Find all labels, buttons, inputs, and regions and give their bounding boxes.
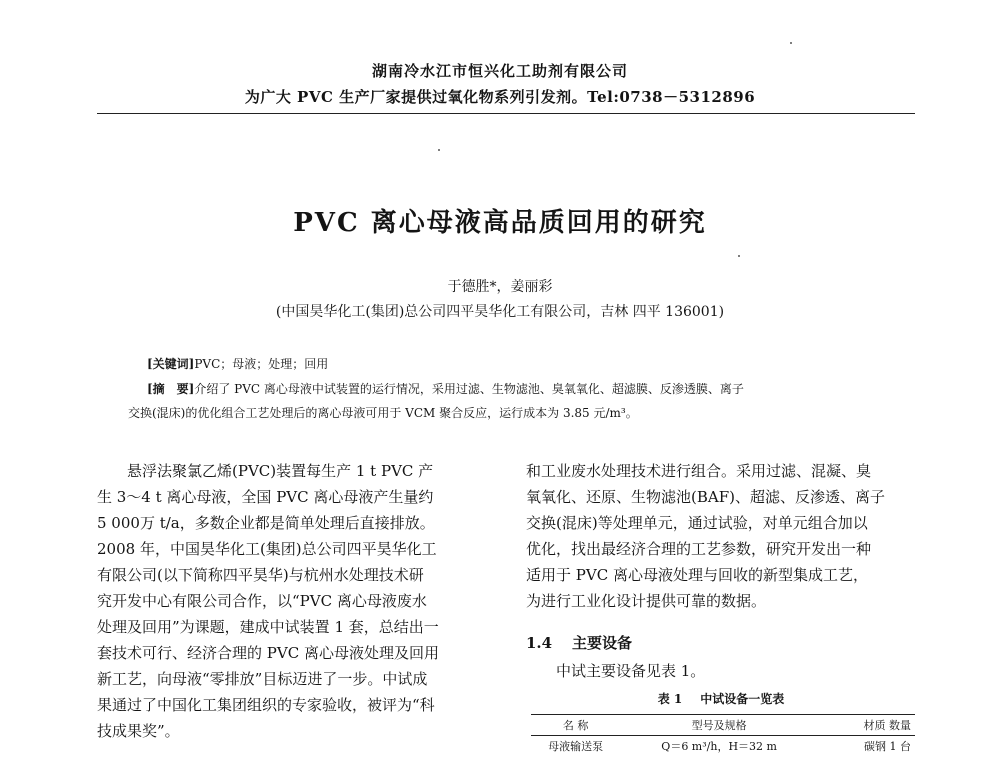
paragraph-line: 生 3～4 t 离心母液，全国 PVC 离心母液产生量约: [97, 488, 434, 506]
paragraph-line: 套技术可行、经济合理的 PVC 离心母液处理及回用: [97, 644, 439, 662]
paragraph-line: 新工艺，向母液“零排放”目标迈进了一步。中试成: [97, 670, 428, 688]
paragraph-line: 有限公司(以下简称四平昊华)与杭州水处理技术研: [97, 566, 424, 584]
equipment-table: [531, 714, 915, 756]
table-number: 表 1: [657, 692, 683, 706]
section-text: 中试主要设备见表 1。: [556, 662, 706, 680]
abstract-line-2: 交换(混床)的优化组合工艺处理后的离心母液可用于 VCM 聚合反应，运行成本为 3.85 元/m³。: [128, 406, 638, 420]
table-header-row: [531, 715, 915, 736]
section-number: 1.4: [526, 634, 553, 652]
header-advertisement: 为广大 PVC 生产厂家提供过氧化物系列引发剂。Tel:0738－5312896: [244, 88, 756, 106]
paragraph-line: 5 000万 t/a，多数企业都是简单处理后直接排放。: [97, 514, 435, 532]
table-title: 中试设备一览表: [700, 692, 785, 706]
section-title: 主要设备: [572, 634, 633, 652]
abstract-label: [摘 要]: [147, 382, 195, 396]
abstract: [147, 380, 907, 397]
scan-speck: [438, 149, 440, 151]
article-authors: 于德胜*，姜丽彩: [447, 279, 553, 295]
paragraph-line: 为进行工业化设计提供可靠的数据。: [526, 592, 767, 610]
table-cell: 碳钢 1 台: [864, 740, 911, 753]
table-row: [531, 736, 915, 757]
table-cell: Q＝6 m³/h，H＝32 m: [661, 740, 777, 753]
paragraph-line: 悬浮法聚氯乙烯(PVC)装置每生产 1 t PVC 产: [127, 462, 434, 480]
section-heading: [526, 632, 632, 653]
header-company-name: 湖南冷水江市恒兴化工助剂有限公司: [371, 62, 628, 80]
paragraph-line: 究开发中心有限公司合作，以“PVC 离心母液废水: [97, 592, 427, 610]
scan-speck: [790, 42, 792, 44]
header-divider: [97, 113, 915, 114]
body-right-column: [526, 458, 918, 614]
keywords-label: [关键词]: [147, 357, 195, 371]
paragraph-line: 适用于 PVC 离心母液处理与回收的新型集成工艺，: [526, 566, 868, 584]
paragraph-line: 交换(混床)等处理单元，通过试验，对单元组合加以: [526, 514, 868, 532]
table-caption: [526, 690, 916, 707]
table-header-cell: 材质 数量: [818, 715, 915, 736]
paragraph-line: 优化，找出最经济合理的工艺参数，研究开发出一种: [526, 540, 872, 558]
article-title: PVC 离心母液高品质回用的研究: [293, 208, 707, 238]
scan-speck: [738, 255, 740, 257]
paragraph-line: 氧氧化、还原、生物滤池(BAF)、超滤、反渗透、离子: [526, 488, 885, 506]
table-header-cell: 型号及规格: [620, 715, 818, 736]
article-affiliation: (中国昊华化工(集团)总公司四平昊华化工有限公司，吉林 四平 136001): [275, 304, 725, 320]
paragraph-line: 2008 年，中国昊华化工(集团)总公司四平昊华化工: [97, 540, 437, 558]
keywords-text: PVC；母液；处理；回用: [194, 357, 329, 371]
paragraph-line: 果通过了中国化工集团组织的专家验收，被评为“科: [97, 696, 435, 714]
table-header-cell: 名 称: [531, 715, 620, 736]
abstract-line-1: 介绍了 PVC 离心母液中试装置的运行情况，采用过滤、生物滤池、臭氧氧化、超滤膜、反渗透膜、离子: [194, 382, 744, 396]
paragraph-line: 处理及回用”为课题，建成中试装置 1 套，总结出一: [97, 618, 439, 636]
body-left-column: [97, 458, 499, 744]
table-cell: 母液输送泵: [548, 740, 604, 753]
paragraph-line: 和工业废水处理技术进行组合。采用过滤、混凝、臭: [526, 462, 872, 480]
paragraph-line: 技成果奖”。: [97, 722, 180, 740]
keywords: [147, 355, 907, 372]
